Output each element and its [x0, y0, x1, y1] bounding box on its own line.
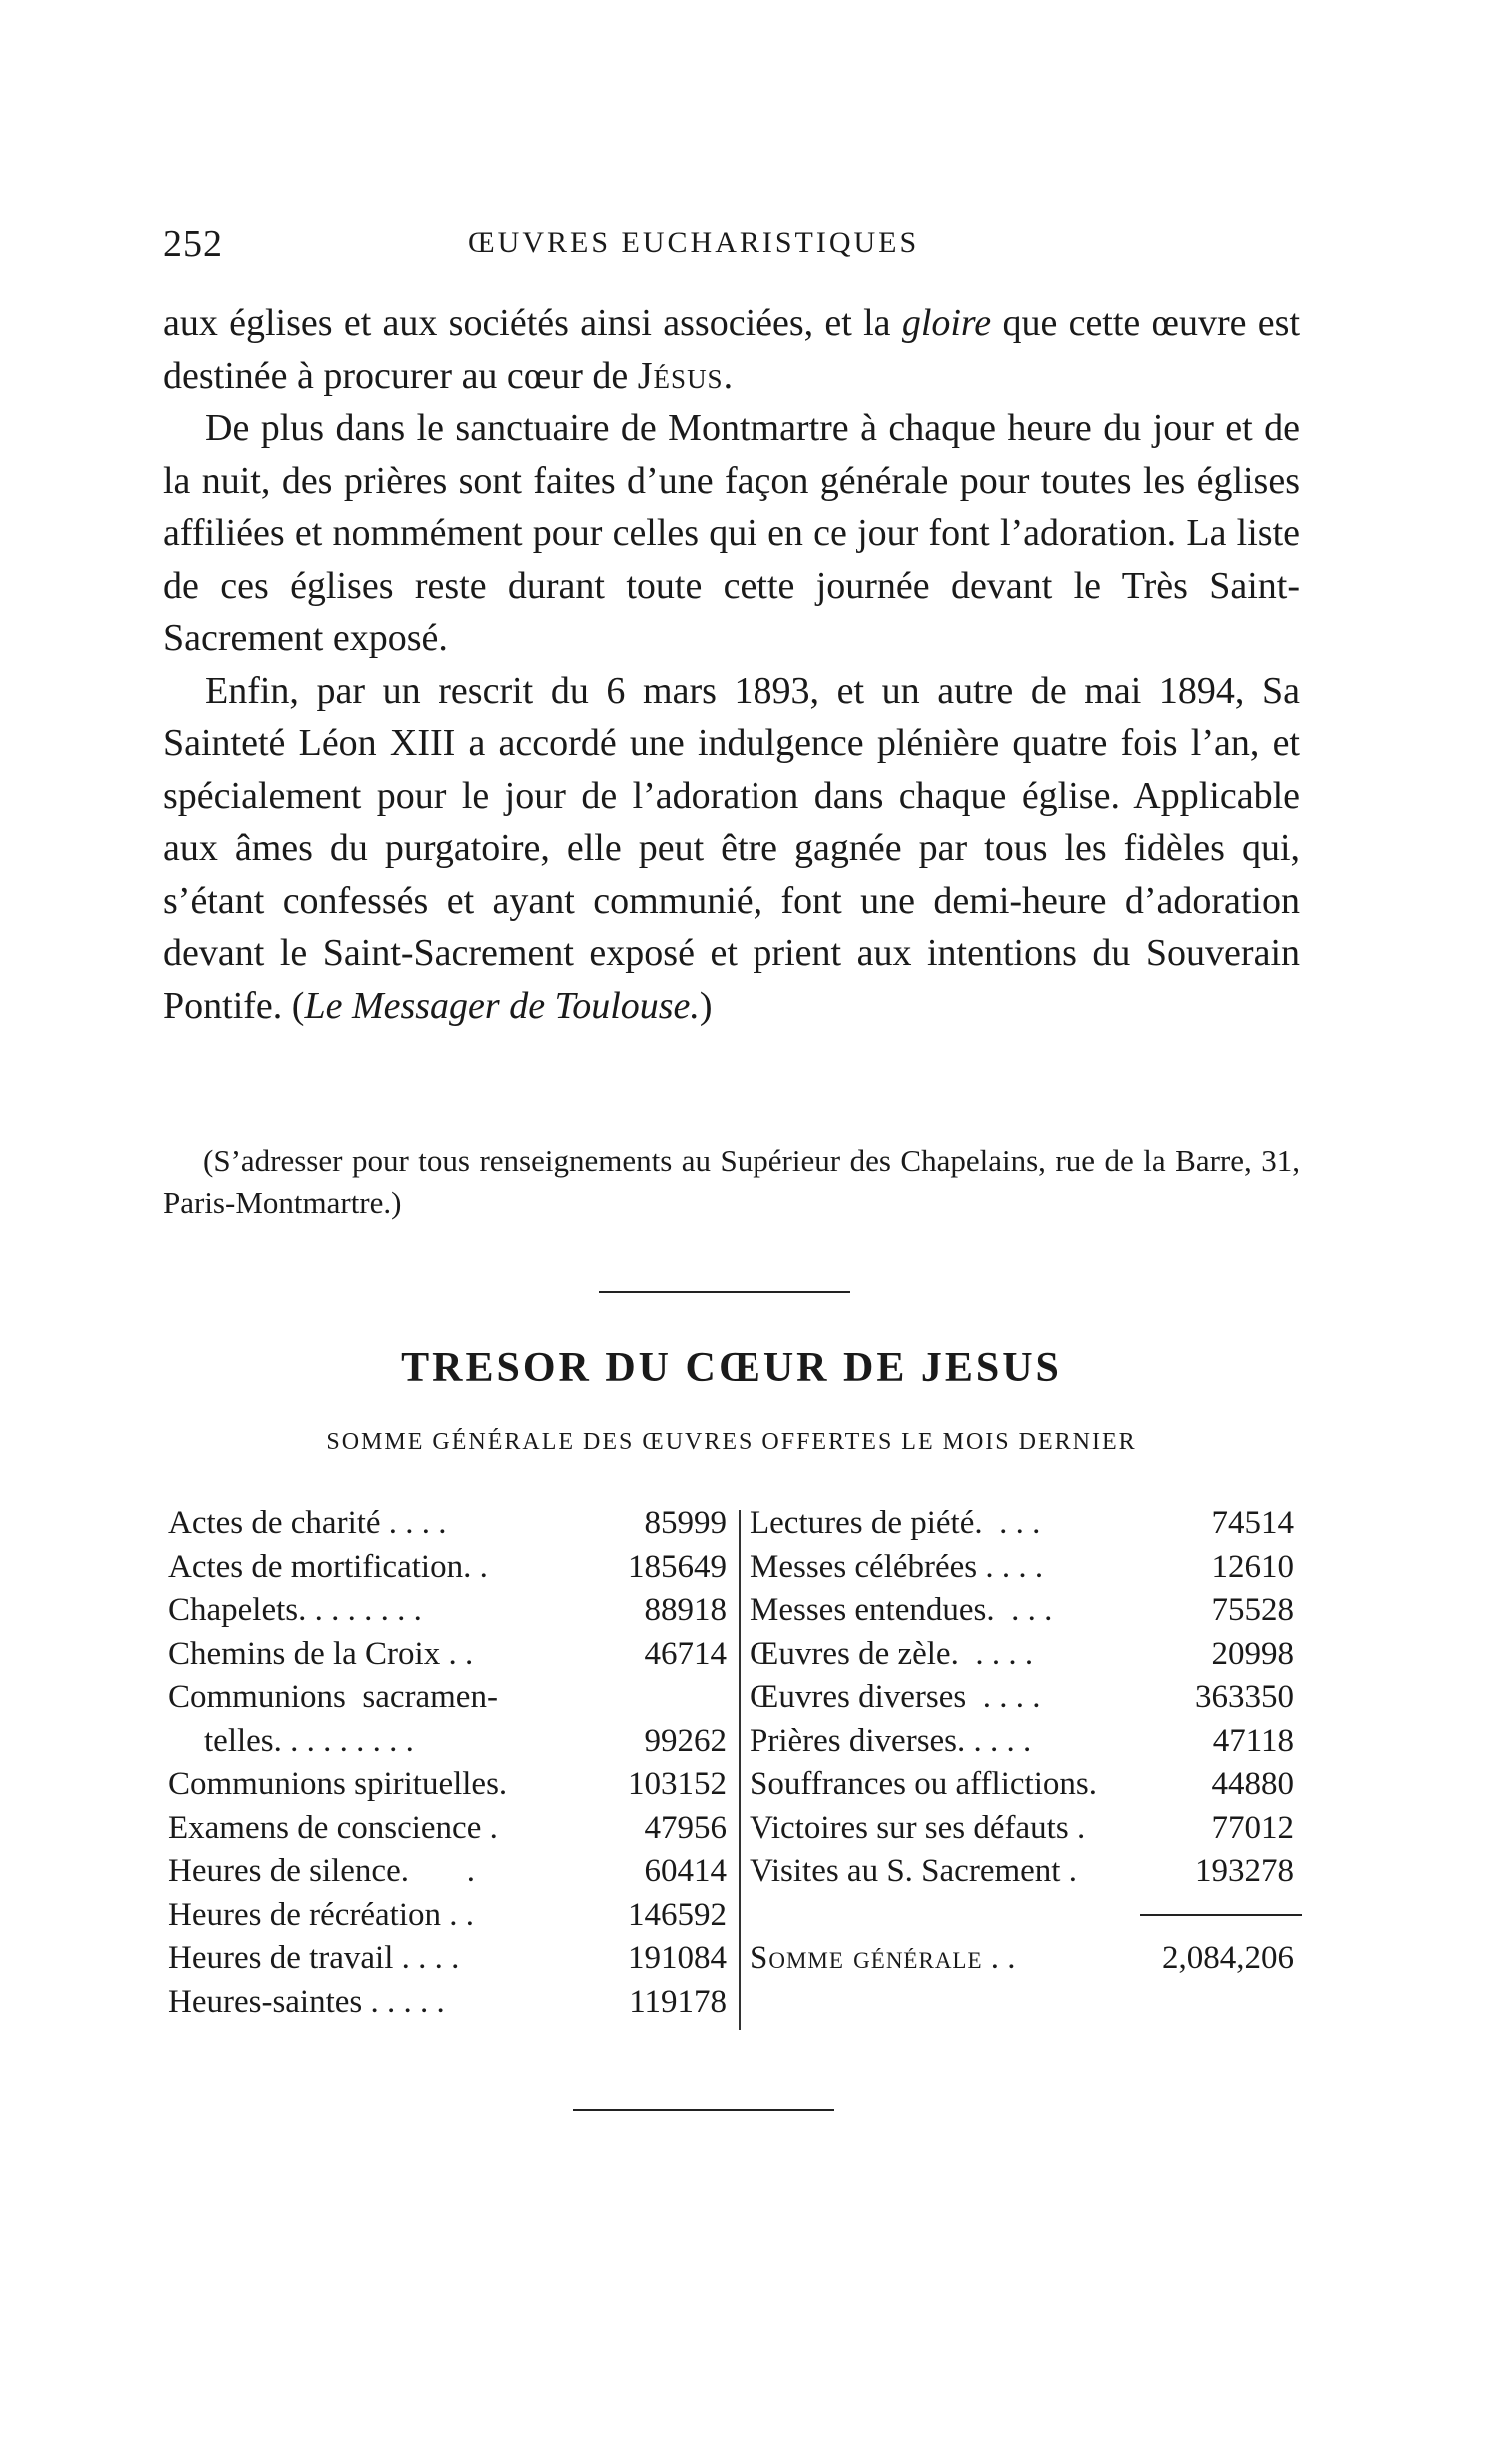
table-row — [168, 1589, 735, 1633]
row-label: Œuvres de zèle. . . . . — [750, 1635, 1034, 1672]
row-value: 46714 — [644, 1635, 727, 1672]
row-label: Messes célébrées . . . . — [750, 1548, 1044, 1585]
section-rule-bottom — [573, 2109, 834, 2111]
row-label: Actes de charité . . . . — [168, 1505, 447, 1541]
table-row — [168, 1937, 735, 1981]
section-subtitle: SOMME GÉNÉRALE DES ŒUVRES OFFERTES LE MOIS DERNIER — [326, 1429, 1137, 1455]
table-row — [750, 1633, 1302, 1677]
row-label: Messes entendues. . . . — [750, 1592, 1053, 1628]
row-value: 185649 — [628, 1548, 727, 1585]
row-value: 77012 — [1211, 1809, 1294, 1846]
row-label: Prières diverses. . . . . — [750, 1722, 1032, 1759]
paragraph-1-smallcaps: Jésus — [637, 354, 724, 397]
row-label: Actes de mortification. . — [168, 1548, 488, 1585]
book-page — [163, 0, 1302, 2439]
table-row — [168, 1981, 735, 2025]
table-row — [750, 1807, 1302, 1851]
table-row — [168, 1720, 735, 1764]
row-value: 74514 — [1211, 1505, 1294, 1541]
row-label: Heures de récréation . . — [168, 1896, 475, 1933]
contact-note — [163, 1140, 1300, 1223]
row-label: Communions spirituelles. — [168, 1766, 508, 1802]
row-label: Chapelets. . . . . . . . — [168, 1592, 422, 1628]
row-value: 47956 — [644, 1809, 727, 1846]
table-row — [168, 1546, 735, 1590]
offerings-column-right — [750, 1502, 1302, 1981]
table-row — [168, 1502, 735, 1546]
row-label: telles. . . . . . . . . — [204, 1722, 414, 1759]
total-rule-row — [750, 1894, 1302, 1938]
row-label: Chemins de la Croix . . — [168, 1635, 474, 1672]
row-value: 44880 — [1211, 1766, 1294, 1802]
column-divider — [739, 1510, 741, 2030]
row-value: 60414 — [644, 1853, 727, 1889]
table-row — [168, 1763, 735, 1807]
table-row — [750, 1589, 1302, 1633]
row-label: Visites au S. Sacrement . — [750, 1853, 1077, 1889]
row-label: Victoires sur ses défauts . — [750, 1809, 1086, 1846]
row-value: 47118 — [1212, 1722, 1294, 1759]
page-header — [163, 222, 1302, 272]
row-label: Examens de conscience . — [168, 1809, 498, 1846]
table-row — [750, 1720, 1302, 1764]
table-row — [750, 1502, 1302, 1546]
total-label: Somme générale — [750, 1940, 983, 1976]
table-row — [750, 1676, 1302, 1720]
paragraph-3 — [163, 665, 1300, 1033]
table-row — [750, 1850, 1302, 1894]
table-row — [168, 1850, 735, 1894]
table-row — [750, 1763, 1302, 1807]
row-value: 193278 — [1195, 1853, 1294, 1889]
paragraph-3-citation: Le Messager de Toulouse. — [304, 984, 700, 1027]
section-title: TRESOR DU CŒUR DE JESUS — [401, 1345, 1062, 1391]
paragraph-3-text-a: Enfin, par un rescrit du 6 mars 1893, et un autre de mai 1894, Sa Sainteté Léon XIII a accordé une indulgence plénière quatre fois l’an, et spécialement pour le jour de l’adoration dans chaque église. Applicable aux âmes du purgatoire, elle peut être gagnée par tous les fidèles qui, s’étant confessés et ayant communié, font une demi-heure d’adoration devant le Saint-Sacrement exposé et prient aux intentions du Souverain Pontife. ( — [163, 669, 1300, 1027]
paragraph-2: De plus dans le sanctuaire de Montmartre à chaque heure du jour et de la nuit, des prières sont faites d’une façon générale pour toutes les églises affiliées et nommément pour celles qui en ce jour font l’adoration. La liste de ces églises reste durant toute cette journée devant le Très Saint-Sacrement exposé. — [163, 407, 1300, 659]
row-value: 99262 — [644, 1722, 727, 1759]
total-label-wrap — [750, 1937, 1016, 1981]
row-label: Heures de travail . . . . — [168, 1940, 460, 1976]
row-value: 85999 — [644, 1505, 727, 1541]
row-value: 75528 — [1211, 1592, 1294, 1628]
total-row — [750, 1937, 1302, 1981]
paragraph-1 — [163, 297, 1300, 402]
row-value: 363350 — [1195, 1679, 1294, 1715]
row-label: Souffrances ou afflictions. — [750, 1766, 1097, 1802]
paragraph-1-text-a: aux églises et aux sociétés ainsi associées, et la — [163, 302, 902, 344]
row-value: 146592 — [628, 1896, 727, 1933]
total-dots: . . — [982, 1940, 1016, 1976]
table-row — [168, 1676, 735, 1720]
total-value: 2,084,206 — [1162, 1940, 1294, 1976]
paragraph-1-emphasis: gloire — [901, 302, 992, 344]
paragraph-1-text-c: . — [723, 354, 734, 397]
row-label: Lectures de piété. . . . — [750, 1505, 1041, 1541]
row-value: 20998 — [1211, 1635, 1294, 1672]
offerings-column-left — [168, 1502, 735, 2024]
table-row — [168, 1807, 735, 1851]
row-label: Heures de silence. . — [168, 1853, 475, 1889]
page-number: 252 — [163, 223, 223, 265]
total-rule — [1140, 1914, 1302, 1916]
row-value: 12610 — [1211, 1548, 1294, 1585]
table-row — [168, 1894, 735, 1938]
row-value: 119178 — [629, 1983, 727, 2020]
paragraph-1-text-b: que cette œuvre est destinée à procurer au cœur de — [163, 302, 1301, 397]
contact-note-text: (S’adresser pour tous renseignements au Supérieur des Chapelains, rue de la Barre, 31, Paris-Montmartre.) — [163, 1143, 1300, 1220]
table-row — [168, 1633, 735, 1677]
row-label: Œuvres diverses . . . . — [750, 1679, 1041, 1715]
body-text — [163, 297, 1300, 1032]
row-value: 191084 — [628, 1940, 727, 1976]
row-value: 88918 — [644, 1592, 727, 1628]
row-label: Heures-saintes . . . . . — [168, 1983, 445, 2020]
table-row — [750, 1546, 1302, 1590]
running-title: ŒUVRES EUCHARISTIQUES — [468, 226, 920, 259]
row-label: Communions sacramen- — [168, 1679, 498, 1715]
paragraph-3-text-b: ) — [699, 984, 713, 1027]
section-rule-top — [599, 1291, 850, 1293]
row-value: 103152 — [628, 1766, 727, 1802]
